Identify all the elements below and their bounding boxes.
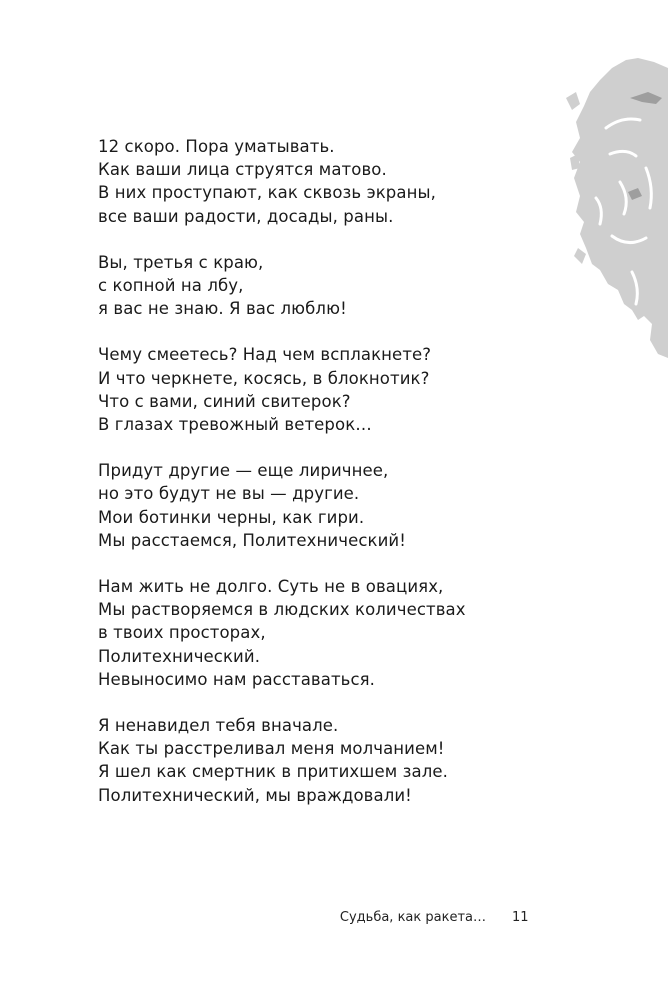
page-number: 11 [512, 910, 529, 925]
poem-line: Вы, третья с краю, [98, 252, 264, 272]
poem-line: Мы расстаемся, Политехнический! [98, 530, 406, 550]
poem-line: Придут другие — еще лиричнее, [98, 461, 389, 481]
poem-line: но это будут не вы — другие. [98, 484, 360, 504]
poem-line: Нам жить не долго. Суть не в овациях, [98, 577, 444, 597]
poem-line: Я шел как смертник в притихшем зале. [98, 762, 448, 782]
poem-line: Как ваши лица струятся матово. [98, 160, 387, 180]
poem-line: с копной на лбу, [98, 276, 244, 296]
poem-line: 12 скоро. Пора уматывать. [98, 137, 335, 156]
poem-line: Что с вами, синий свитерок? [98, 391, 351, 411]
portrait-sketch-illustration [566, 58, 668, 358]
poem-line: в твоих просторах, [98, 623, 266, 643]
poem-stanza [98, 714, 558, 807]
poem-line: Я ненавидел тебя вначале. [98, 716, 339, 736]
poem-line: И что черкнете, косясь, в блокнотик? [98, 368, 430, 388]
page-footer [0, 910, 668, 930]
poem-line: В глазах тревожный ветерок… [98, 415, 372, 435]
poem-line: Мои ботинки черны, как гири. [98, 507, 365, 527]
poem-stanza [98, 251, 558, 321]
poem-stanza [98, 135, 558, 228]
poem-line: Политехнический, мы враждовали! [98, 785, 412, 805]
poem-line: Невыносимо нам расставаться. [98, 669, 376, 689]
poem-line: все ваши радости, досады, раны. [98, 206, 394, 226]
poem-line: Мы растворяемся в людских количествах [98, 600, 466, 620]
running-title: Судьба, как ракета… [339, 910, 486, 925]
poem-stanza [98, 343, 558, 436]
poem-line: Политехнический. [98, 646, 261, 666]
poem-line: Как ты расстреливал меня молчанием! [98, 739, 445, 759]
poem-stanza [98, 459, 558, 552]
poem-stanza [98, 575, 558, 691]
poem-line: Чему смеетесь? Над чем всплакнете? [98, 345, 432, 365]
poem-line: В них проступают, как сквозь экраны, [98, 183, 436, 203]
poem-text [98, 135, 558, 830]
poem-line: я вас не знаю. Я вас люблю! [98, 299, 347, 319]
